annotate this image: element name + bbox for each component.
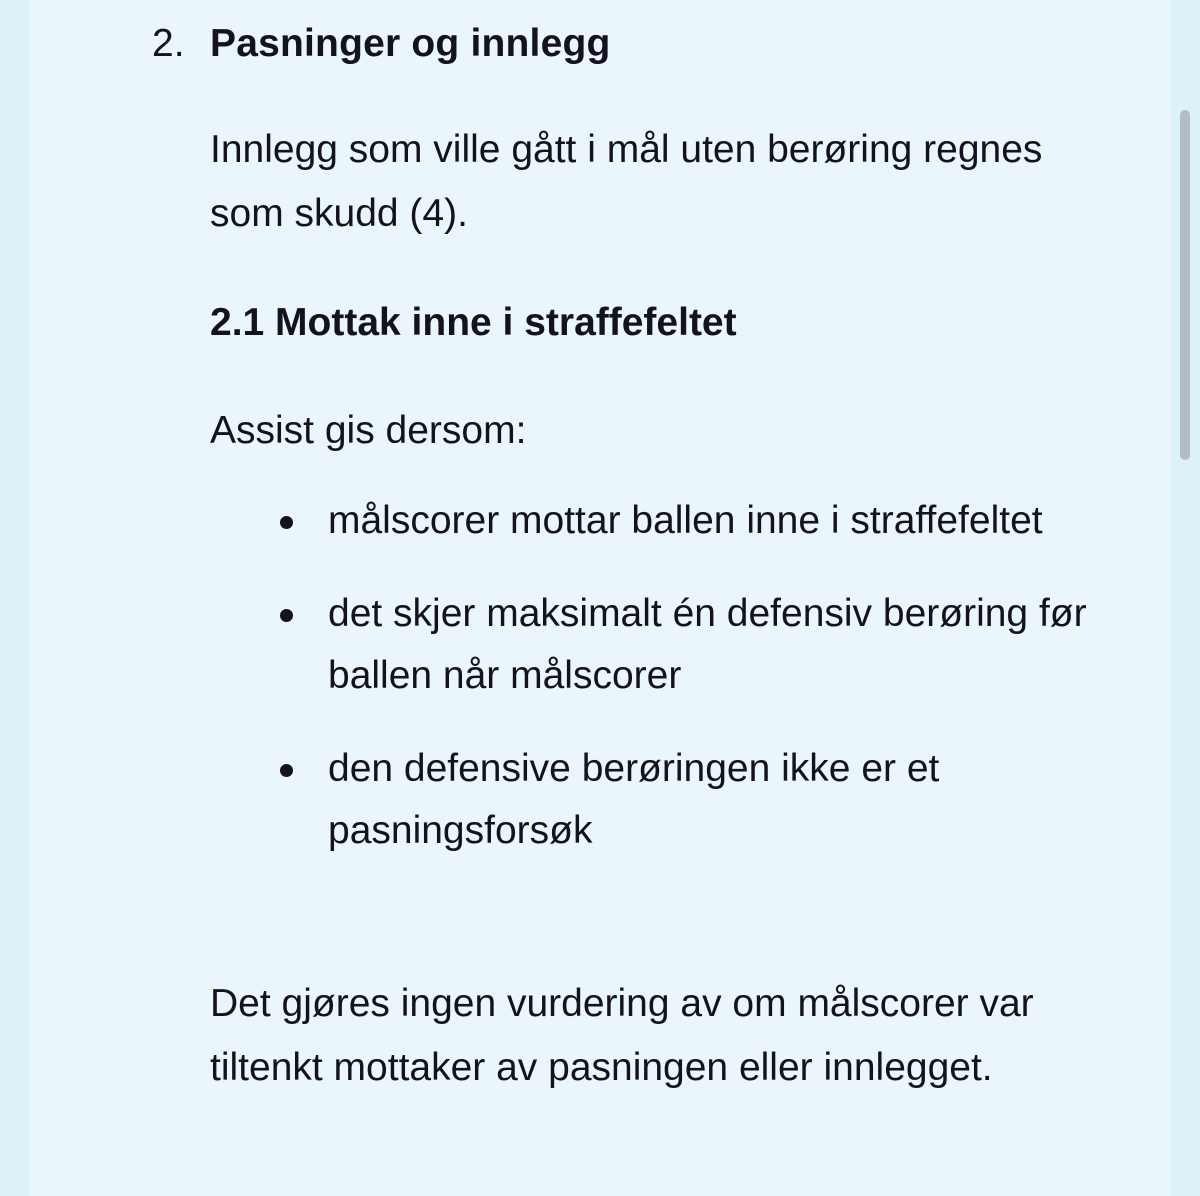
- scrollbar[interactable]: [1180, 110, 1190, 460]
- list-item-text: det skjer maksimalt én defensiv berøring før ballen når målscorer: [328, 592, 1087, 697]
- section-number: 2.: [152, 22, 185, 65]
- list-item: [210, 738, 1110, 862]
- intro-paragraph: Innlegg som ville gått i mål uten berøring regnes som skudd (4).: [210, 128, 1043, 235]
- bullet-icon: [280, 764, 293, 777]
- bullet-icon: [280, 516, 293, 529]
- list-item-text: målscorer mottar ballen inne i straffefeltet: [328, 499, 1043, 542]
- conclusion-paragraph: Det gjøres ingen vurdering av om målscorer var tiltenkt mottaker av pasningen eller innlegget.: [210, 982, 1034, 1089]
- list-item-text: den defensive berøringen ikke er et pasningsforsøk: [328, 747, 940, 852]
- section-title: Pasninger og innlegg: [210, 22, 611, 65]
- subsection-heading: 2.1 Mottak inne i straffefeltet: [210, 301, 737, 344]
- bullet-icon: [280, 609, 293, 622]
- assist-intro-paragraph: Assist gis dersom:: [210, 409, 527, 452]
- list-item: [210, 490, 1110, 552]
- conditions-list: [210, 490, 1110, 893]
- list-item: [210, 583, 1110, 707]
